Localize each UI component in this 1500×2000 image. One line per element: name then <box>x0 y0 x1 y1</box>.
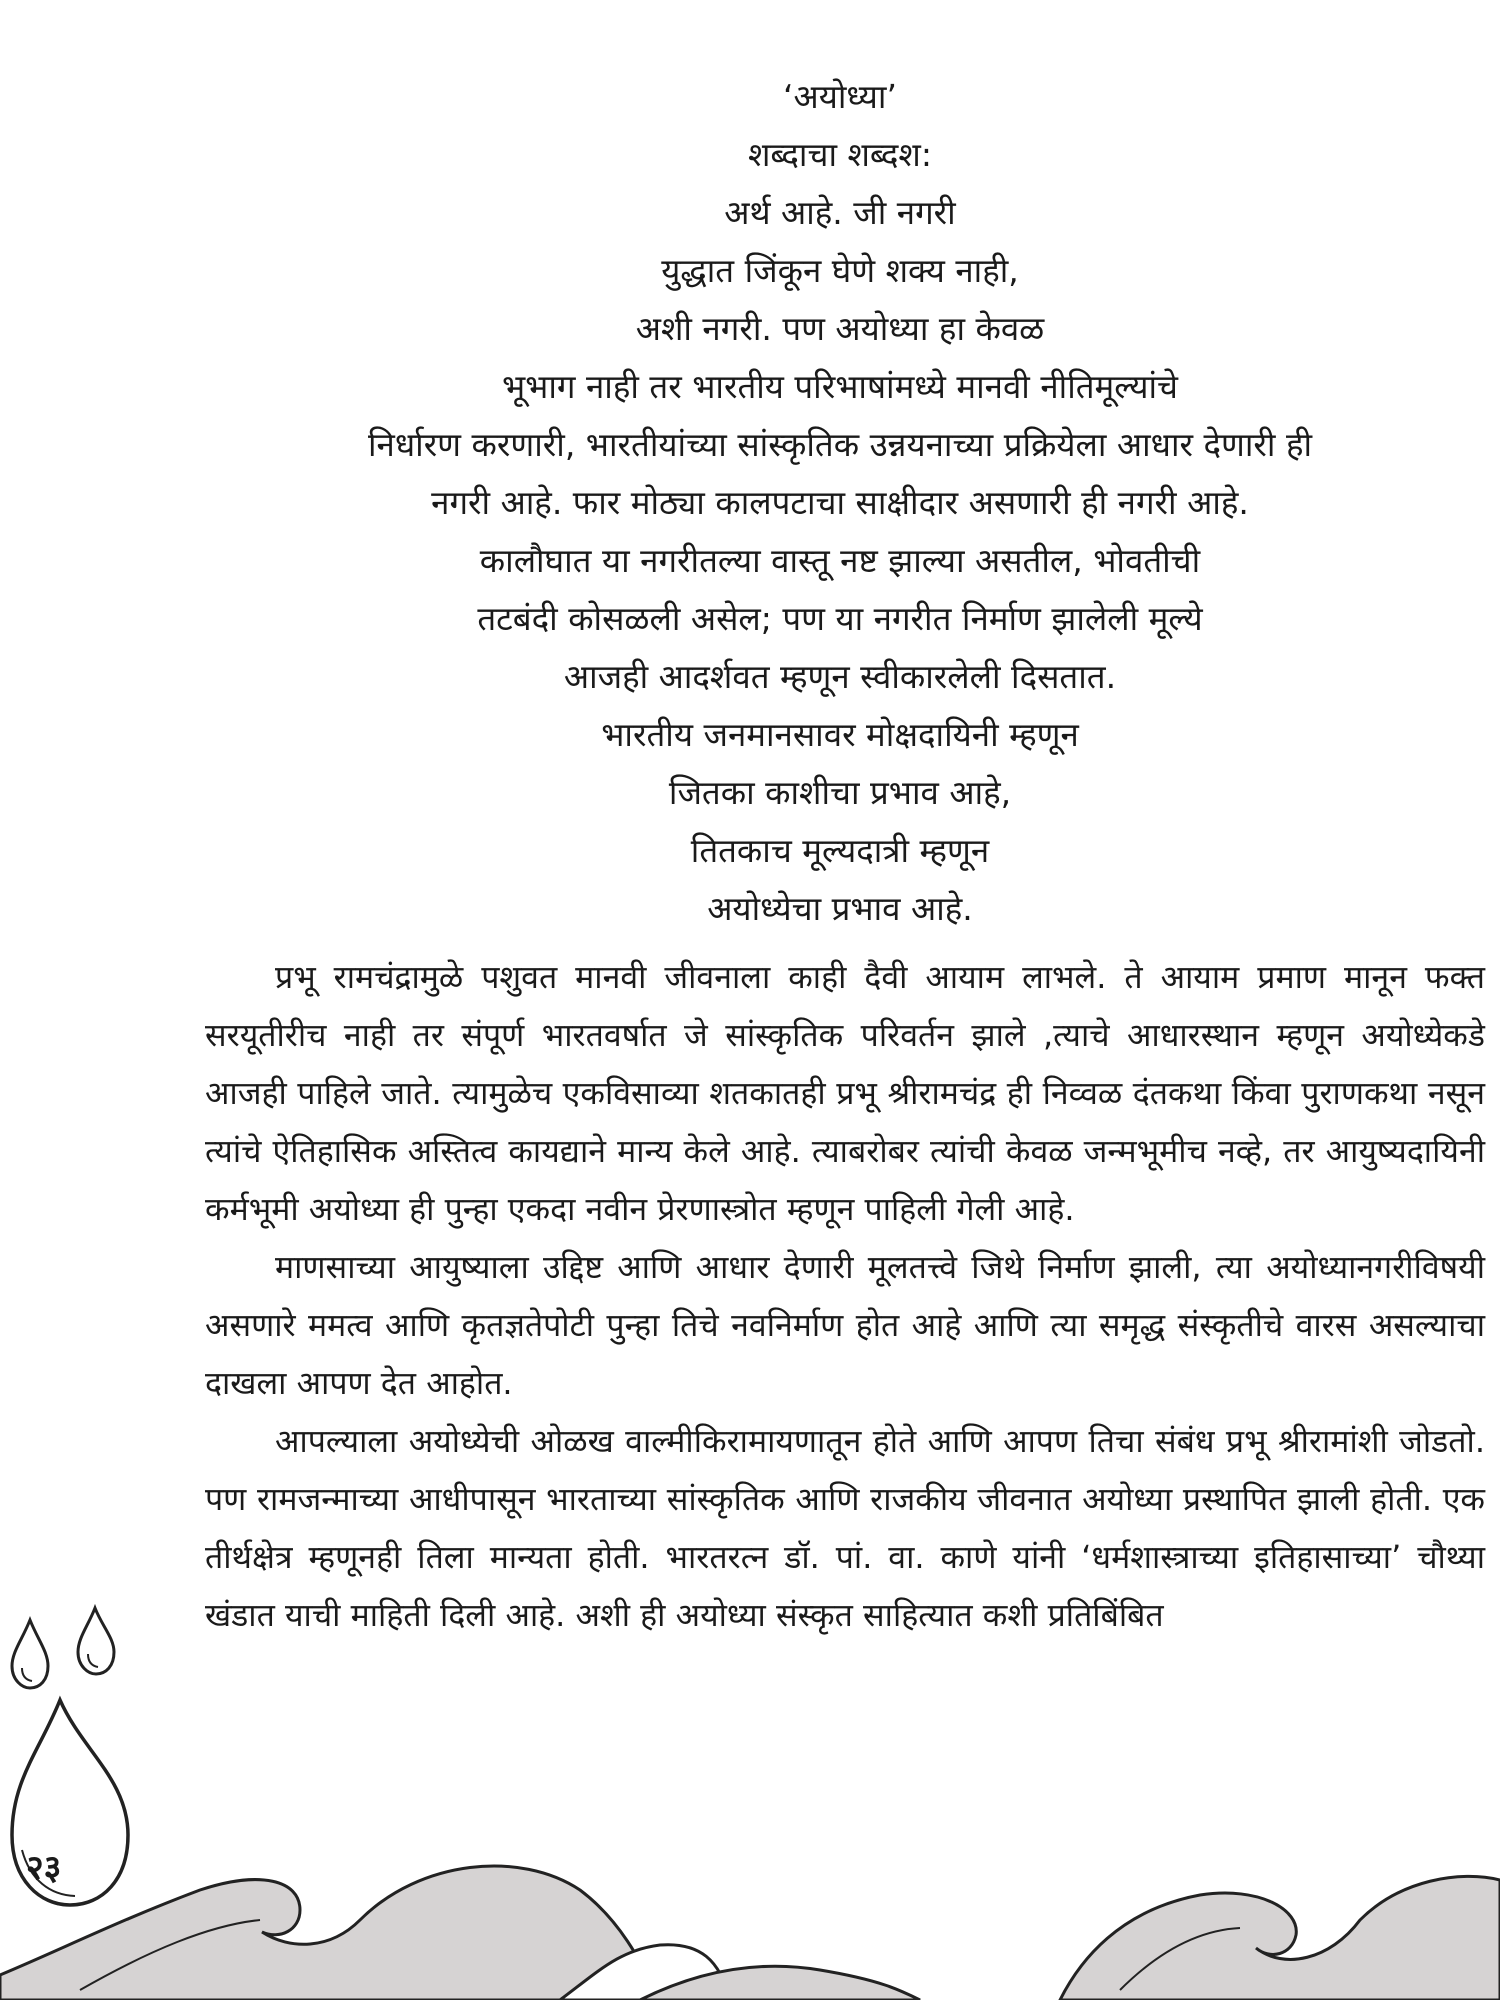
verse-line: तटबंदी कोसळली असेल; पण या नगरीत निर्माण झालेली मूल्ये <box>477 599 1203 638</box>
page-number: २३ <box>26 1848 62 1888</box>
paragraph: माणसाच्या आयुष्याला उद्दिष्ट आणि आधार देणारी मूलतत्त्वे जिथे निर्माण झाली, त्या अयोध्यानगरीविषयी असणारे ममत्व आणि कृतज्ञतेपोटी पुन्हा तिचे नवनिर्माण होत आहे आणि त्या समृद्ध संस्कृतीचे वारस असल्याचा दाखला आपण देत आहोत. <box>205 1248 1485 1402</box>
verse-line: जितका काशीचा प्रभाव आहे, <box>668 773 1012 812</box>
paragraph: प्रभू रामचंद्रामुळे पशुवत मानवी जीवनाला काही दैवी आयाम लाभले. ते आयाम प्रमाण मानून फक्त सरयूतीरीच नाही तर संपूर्ण भारतवर्षात जे सांस्कृतिक परिवर्तन झाले ,त्याचे आधारस्थान म्हणून अयोध्येकडे आजही पाहिले जाते. त्यामुळेच एकविसाव्या शतकातही प्रभू श्रीरामचंद्र ही निव्वळ दंतकथा किंवा पुराणकथा नसून त्यांचे ऐतिहासिक अस्तित्व कायद्याने मान्य केले आहे. त्याबरोबर त्यांची केवळ जन्मभूमीच नव्हे, तर आयुष्यदायिनी कर्मभूमी अयोध्या ही पुन्हा एकदा नवीन प्रेरणास्त्रोत म्हणून पाहिली गेली आहे. <box>205 958 1485 1228</box>
verse-line: निर्धारण करणारी, भारतीयांच्या सांस्कृतिक उन्नयनाच्या प्रक्रियेला आधार देणारी ही <box>367 425 1313 464</box>
verse-line: कालौघात या नगरीतल्या वास्तू नष्ट झाल्या असतील, भोवतीची <box>479 541 1201 580</box>
verse-line: आजही आदर्शवत म्हणून स्वीकारलेली दिसतात. <box>563 657 1117 696</box>
verse-line: अयोध्येचा प्रभाव आहे. <box>707 889 973 928</box>
paragraph: आपल्याला अयोध्येची ओळख वाल्मीकिरामायणातून होते आणि आपण तिचा संबंध प्रभू श्रीरामांशी जोडतो. पण रामजन्माच्या आधीपासून भारताच्या सांस्कृतिक आणि राजकीय जीवनात अयोध्या प्रस्थापित झाली होती. एक तीर्थक्षेत्र म्हणूनही तिला मान्यता होती. भारतरत्न डॉ. पां. वा. काणे यांनी ‘धर्मशास्त्राच्या इतिहासाच्या’ चौथ्या खंडात याची माहिती दिली आहे. अशी ही अयोध्या संस्कृत साहित्यात कशी प्रतिबिंबित <box>205 1422 1485 1634</box>
centered-verse <box>190 68 1490 938</box>
verse-line: भूभाग नाही तर भारतीय परिभाषांमध्ये मानवी नीतिमूल्यांचे <box>501 367 1179 406</box>
verse-line: अर्थ आहे. जी नगरी <box>724 193 956 232</box>
verse-line: अशी नगरी. पण अयोध्या हा केवळ <box>635 309 1045 348</box>
verse-line: नगरी आहे. फार मोठ्या कालपटाचा साक्षीदार असणारी ही नगरी आहे. <box>431 483 1249 522</box>
verse-line: भारतीय जनमानसावर मोक्षदायिनी म्हणून <box>601 715 1079 754</box>
verse-line: तितकाच मूल्यदात्री म्हणून <box>690 831 990 870</box>
wave-icon <box>1060 1876 1500 2000</box>
verse-line: युद्धात जिंकून घेणे शक्य नाही, <box>661 251 1019 290</box>
body-text <box>205 948 1485 1644</box>
wave-decoration <box>0 1800 1500 2000</box>
small-drop-icon <box>12 1620 48 1688</box>
verse-line: ‘अयोध्या’ <box>783 77 897 116</box>
small-drop-icon <box>78 1608 114 1674</box>
verse-line: शब्दाचा शब्दश: <box>747 135 932 174</box>
